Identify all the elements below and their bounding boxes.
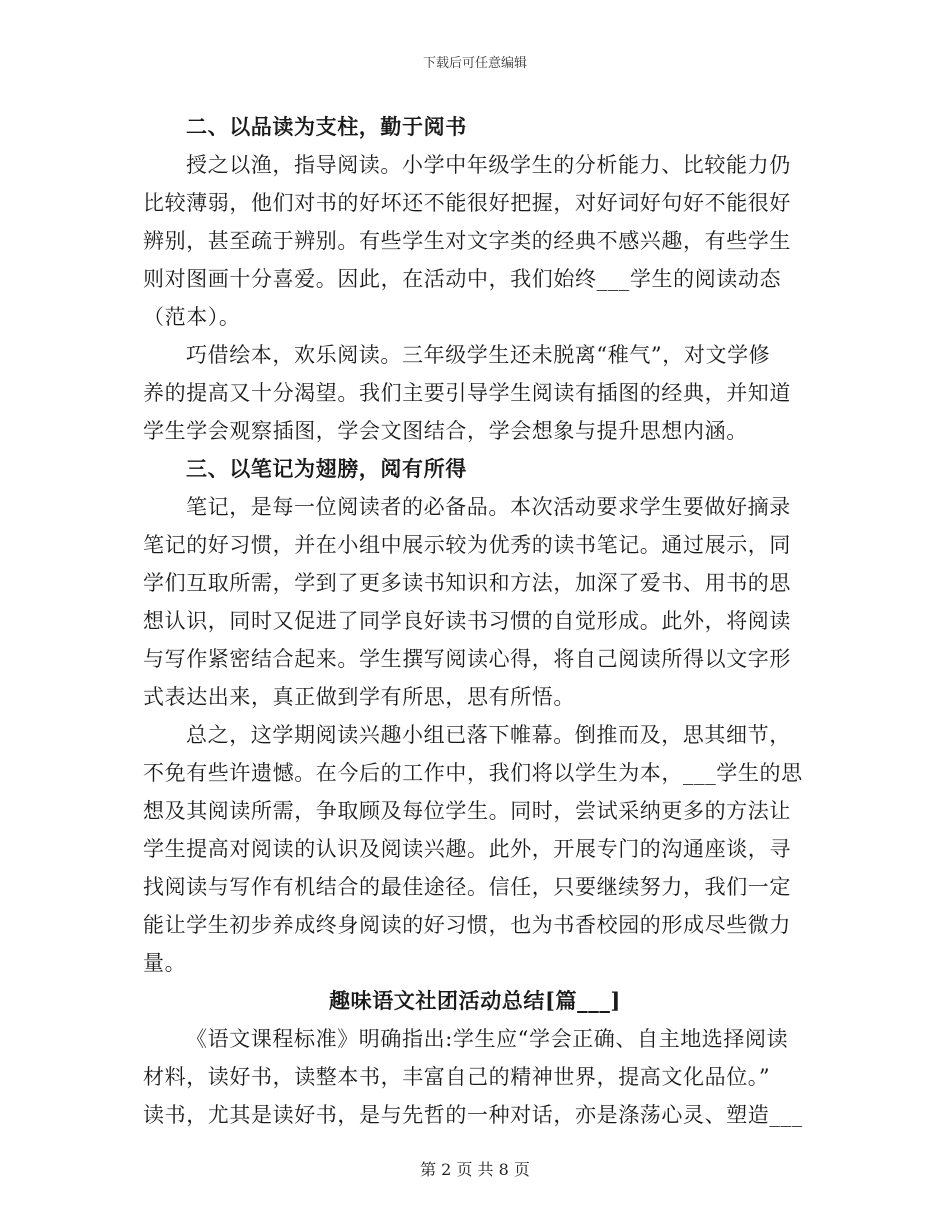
body-text-line: 比较薄弱，他们对书的好坏还不能很好把握，对好词好句好不能很好 xyxy=(143,191,791,215)
body-text-line: 不免有些许遗憾。在今后的工作中，我们将以学生为本，___学生的思 xyxy=(143,761,803,785)
body-text-line: 与写作紧密结合起来。学生撰写阅读心得，将自己阅读所得以文字形 xyxy=(143,647,791,671)
section-heading: 三、以笔记为翅膀，阅有所得 xyxy=(186,456,467,481)
body-text-line: 学生提高对阅读的认识及阅读兴趣。此外，开展专门的沟通座谈，寻 xyxy=(143,837,791,861)
body-text-line: 养的提高又十分渴望。我们主要引导学生阅读有插图的经典，并知道 xyxy=(143,381,791,405)
body-text-line: 式表达出来，真正做到学有所思，思有所悟。 xyxy=(143,685,575,709)
body-text-line: 总之，这学期阅读兴趣小组已落下帷幕。倒推而及，思其细节， xyxy=(186,723,791,747)
page-header-note: 下载后可任意编辑 xyxy=(422,56,527,71)
body-text-line: 材料，读好书，读整本书，丰富自己的精神世界，提高文化品位。” xyxy=(143,1065,771,1089)
body-text-line: 想及其阅读所需，争取顾及每位学生。同时，尝试采纳更多的方法让 xyxy=(143,799,791,823)
body-text-line: （范本）。 xyxy=(143,305,241,329)
body-text-line: 学生学会观察插图，学会文图结合，学会想象与提升思想内涵。 xyxy=(143,419,748,443)
body-text-line: 则对图画十分喜爱。因此，在活动中，我们始终___学生的阅读动态 xyxy=(143,267,782,291)
body-text-line: 读书，尤其是读好书，是与先哲的一种对话，亦是涤荡心灵、塑造___ xyxy=(143,1103,803,1127)
body-text-line: 量。 xyxy=(143,951,187,975)
body-text-line: 想认识，同时又促进了同学良好读书习惯的自觉形成。此外，将阅读 xyxy=(143,609,791,633)
body-text-line: 找阅读与写作有机结合的最佳途径。信任，只要继续努力，我们一定 xyxy=(143,875,791,899)
page-number-footer: 第 2 页 共 8 页 xyxy=(420,1160,530,1179)
body-text-line: 巧借绘本，欢乐阅读。三年级学生还未脱离“稚气”，对文学修 xyxy=(186,343,771,367)
section-heading: 二、以品读为支柱，勤于阅书 xyxy=(186,114,467,139)
body-text-line: 辨别，甚至疏于辨别。有些学生对文字类的经典不感兴趣，有些学生 xyxy=(143,229,791,253)
document-body xyxy=(143,108,807,1134)
body-text-line: 能让学生初步养成终身阅读的好习惯，也为书香校园的形成尽些微力 xyxy=(143,913,791,937)
section-title: 趣味语文社团活动总结[篇___] xyxy=(329,988,621,1013)
body-text-line: 笔记的好习惯，并在小组中展示较为优秀的读书笔记。通过展示，同 xyxy=(143,533,791,557)
body-text-line: 授之以渔，指导阅读。小学中年级学生的分析能力、比较能力仍 xyxy=(186,153,791,177)
body-text-line: 学们互取所需，学到了更多读书知识和方法，加深了爱书、用书的思 xyxy=(143,571,791,595)
body-text-line: 笔记，是每一位阅读者的必备品。本次活动要求学生要做好摘录 xyxy=(186,495,791,519)
body-text-line: 《语文课程标准》明确指出:学生应“学会正确、自主地选择阅读 xyxy=(186,1027,789,1051)
